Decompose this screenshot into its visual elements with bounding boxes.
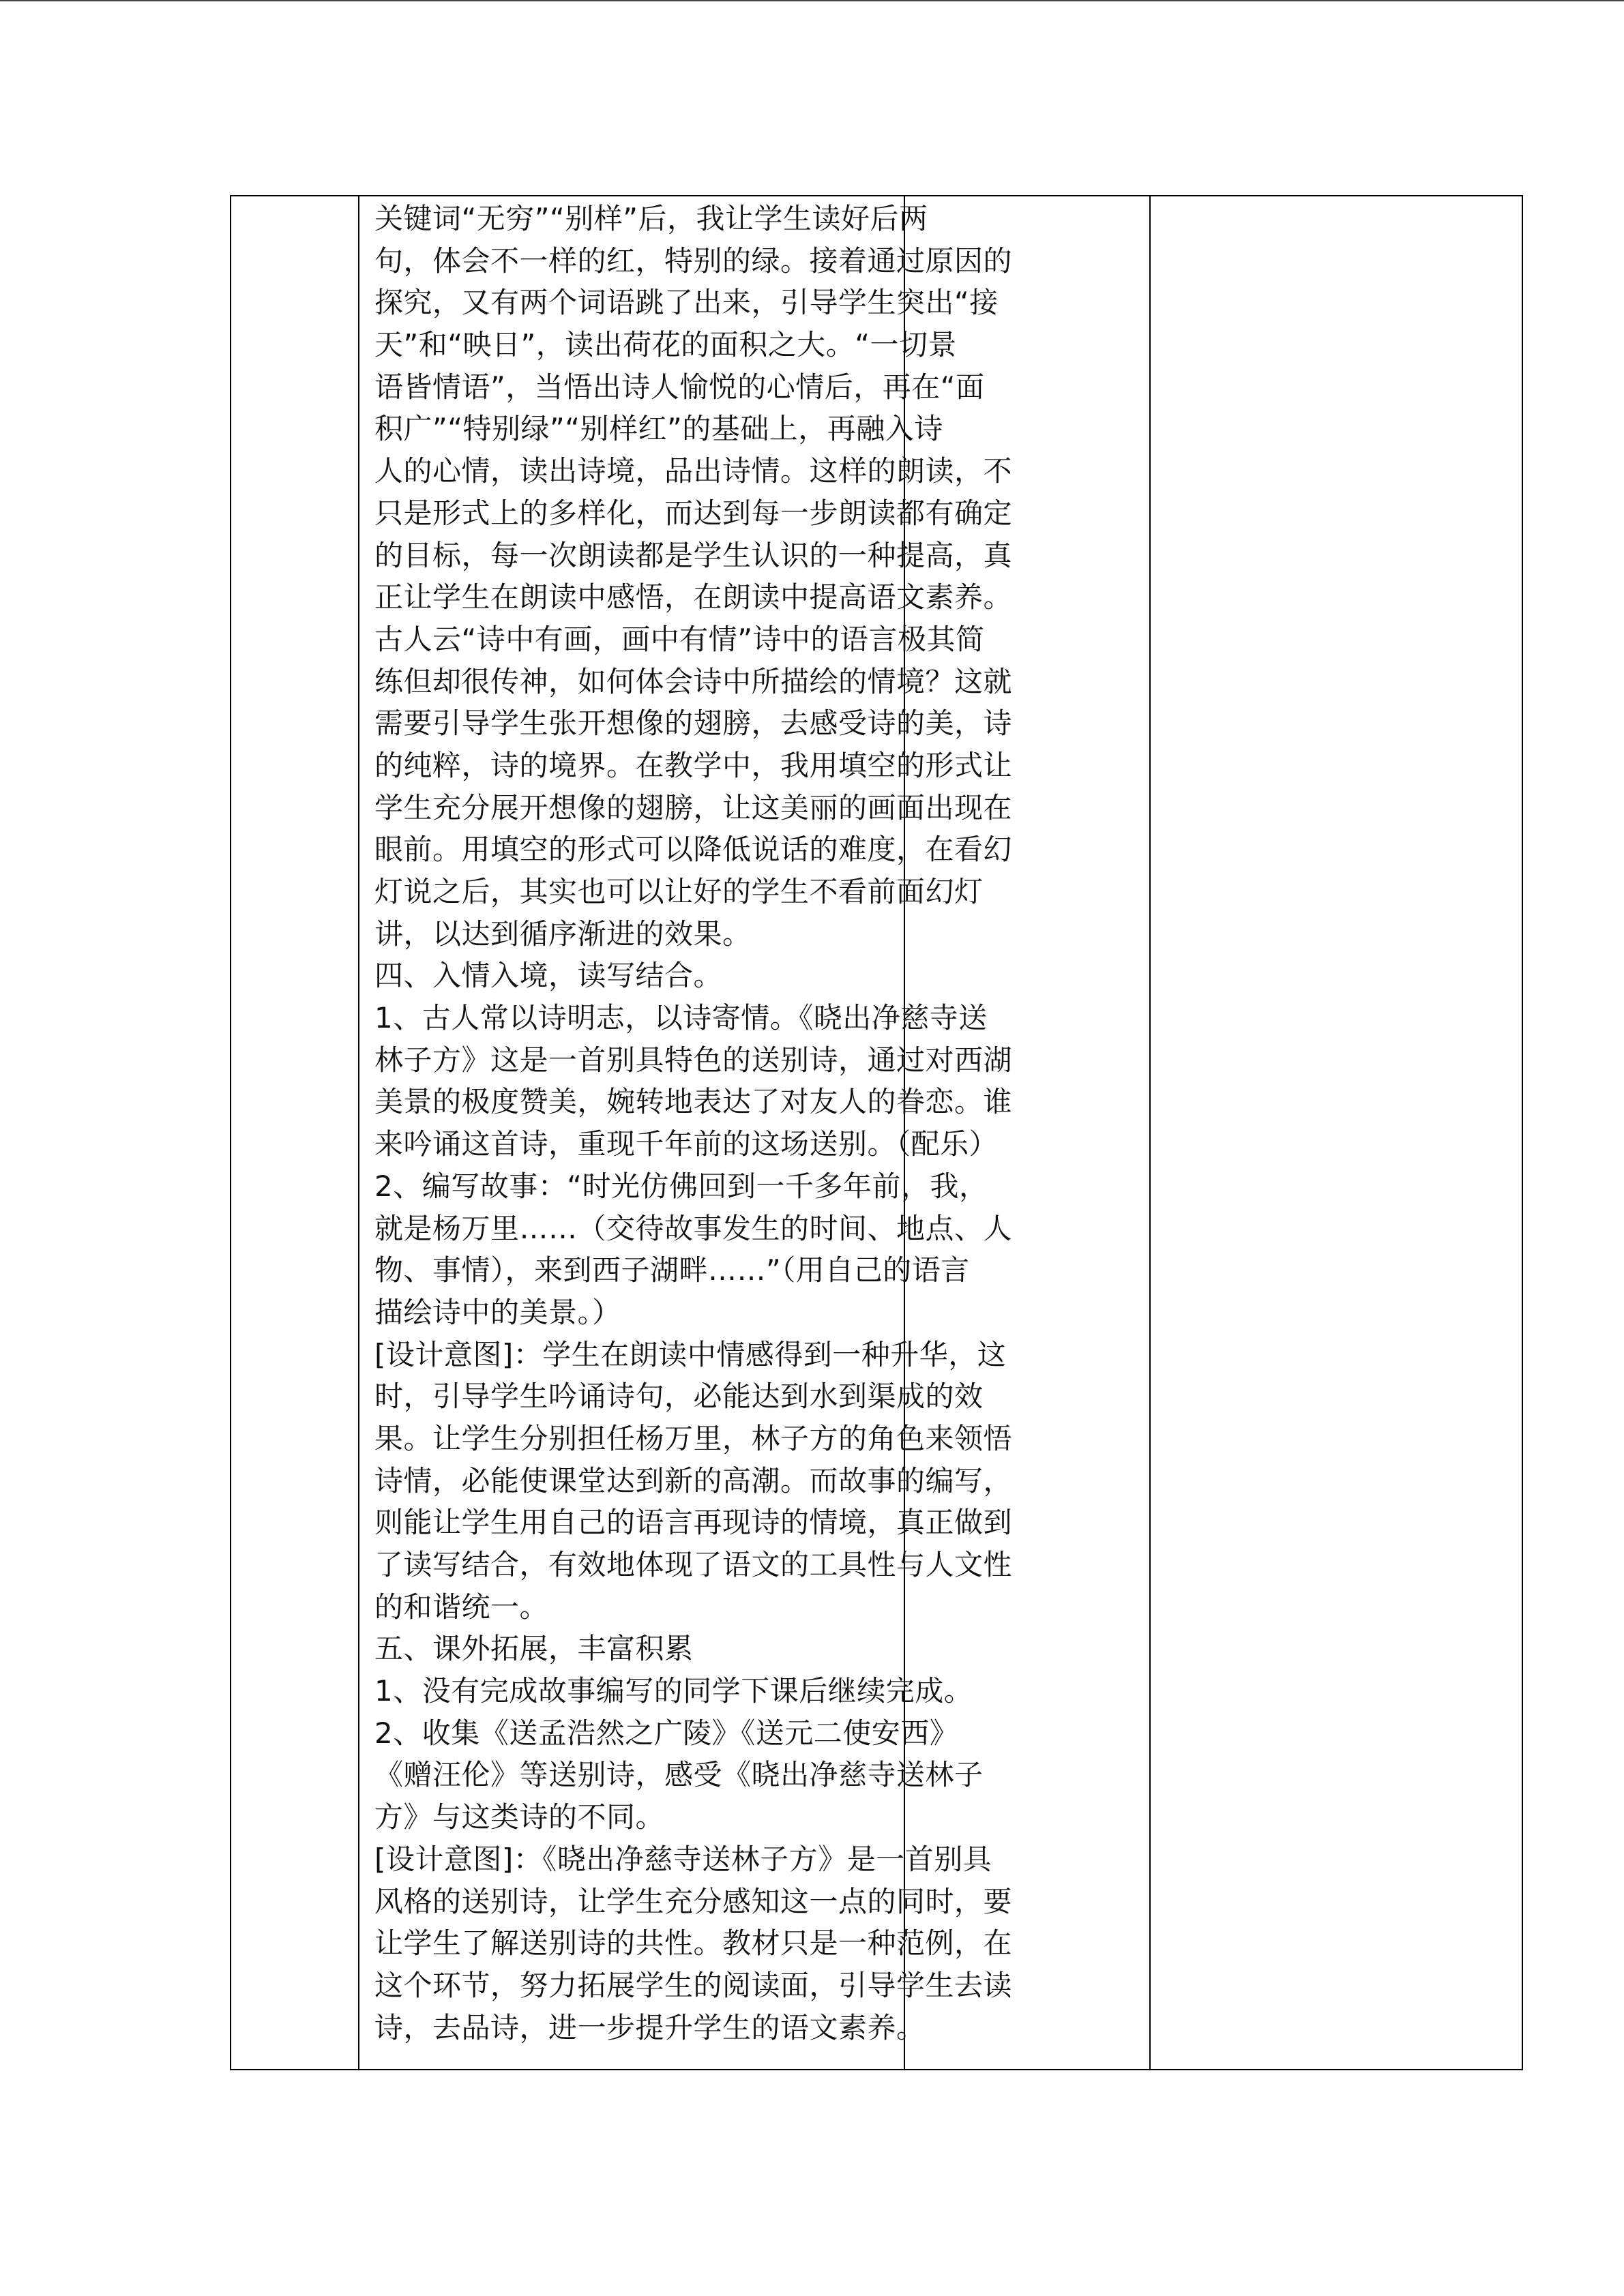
text-line: 诗情，必能使课堂达到新的高潮。而故事的编写， xyxy=(374,1463,1013,1497)
text-line: 只是形式上的多样化，而达到每一步朗读都有确定 xyxy=(374,496,1013,530)
text-line: 语皆情语”，当悟出诗人愉悦的心情后，再在“面 xyxy=(374,370,985,404)
text-line: 的和谐统一。 xyxy=(374,1590,549,1624)
page-top-rule xyxy=(0,0,1624,1)
text-line: 让学生了解送别诗的共性。教材只是一种范例，在 xyxy=(374,1926,1013,1960)
text-line: 古人云“诗中有画，画中有情”诗中的语言极其简 xyxy=(374,622,985,656)
text-line: 果。让学生分别担任杨万里，林子方的角色来领悟 xyxy=(374,1421,1013,1455)
text-line: 积广”“特别绿”“别样红”的基础上，再融入诗 xyxy=(374,412,943,446)
text-line: 方》与这类诗的不同。 xyxy=(374,1800,665,1834)
text-line: [设计意图]：学生在朗读中情感得到一种升华，这 xyxy=(374,1337,1007,1371)
text-line: 的目标，每一次朗读都是学生认识的一种提高，真 xyxy=(374,538,1013,572)
text-line: 风格的送别诗，让学生充分感知这一点的同时，要 xyxy=(374,1884,1013,1918)
text-line: 正让学生在朗读中感悟，在朗读中提高语文素养。 xyxy=(374,580,1013,614)
text-line: 2、编写故事：“时光仿佛回到一千多年前，我， xyxy=(374,1169,988,1203)
text-line: 时，引导学生吟诵诗句，必能达到水到渠成的效 xyxy=(374,1380,984,1414)
text-line: 需要引导学生张开想像的翅膀，去感受诗的美，诗 xyxy=(374,706,1013,741)
text-line: 2、收集《送孟浩然之广陵》《送元二使安西》 xyxy=(374,1716,959,1750)
text-line: 了读写结合，有效地体现了语文的工具性与人文性 xyxy=(374,1548,1013,1581)
text-line: 探究，又有两个词语跳了出来，引导学生突出“接 xyxy=(374,286,999,320)
text-line: 关键词“无穷”“别样”后，我让学生读好后两 xyxy=(374,202,928,235)
text-line: 灯说之后，其实也可以让好的学生不看前面幻灯 xyxy=(374,875,984,908)
text-line: 五、课外拓展，丰富积累 xyxy=(374,1632,694,1666)
text-line: 讲，以达到循序渐进的效果。 xyxy=(374,916,752,951)
lesson-text-block xyxy=(374,198,1029,2048)
text-line: 四、入情入境，读写结合。 xyxy=(374,959,723,993)
text-line: 则能让学生用自己的语言再现诗的情境，真正做到 xyxy=(374,1506,1013,1540)
text-line: 人的心情，读出诗境，品出诗情。这样的朗读，不 xyxy=(374,454,1013,488)
text-line: 诗，去品诗，进一步提升学生的语文素养。 xyxy=(374,2010,926,2044)
table-cell-col-1 xyxy=(231,196,358,2069)
text-line: 这个环节，努力拓展学生的阅读面，引导学生去读 xyxy=(374,1968,1013,2002)
text-line: 天”和“映日”，读出荷花的面积之大。“一切景 xyxy=(374,328,958,362)
text-line: 眼前。用填空的形式可以降低说话的难度，在看幻 xyxy=(374,833,1013,867)
text-line: 就是杨万里……（交待故事发生的时间、地点、人 xyxy=(374,1211,1013,1245)
text-line: 练但却很传神，如何体会诗中所描绘的情境？这就 xyxy=(374,664,1013,698)
text-line: 的纯粹，诗的境界。在教学中，我用填空的形式让 xyxy=(374,748,1013,782)
text-line: 学生充分展开想像的翅膀，让这美丽的画面出现在 xyxy=(374,790,1013,824)
text-line: 描绘诗中的美景。） xyxy=(374,1295,621,1329)
text-line: 物、事情），来到西子湖畔……”（用自己的语言 xyxy=(374,1253,970,1287)
text-line: 《赠汪伦》等送别诗，感受《晓出净慈寺送林子 xyxy=(374,1758,984,1792)
text-line: [设计意图]：《晓出净慈寺送林子方》是一首别具 xyxy=(374,1842,992,1876)
text-line: 1、古人常以诗明志，以诗寄情。《晓出净慈寺送 xyxy=(374,1001,988,1035)
table-cell-col-4 xyxy=(1151,196,1522,2069)
text-line: 句，体会不一样的红，特别的绿。接着通过原因的 xyxy=(374,243,1013,278)
text-line: 1、没有完成故事编写的同学下课后继续完成。 xyxy=(374,1674,973,1708)
text-line: 来吟诵这首诗，重现千年前的这场送别。（配乐） xyxy=(374,1127,999,1161)
text-line: 美景的极度赞美，婉转地表达了对友人的眷恋。谁 xyxy=(374,1085,1013,1119)
text-line: 林子方》这是一首别具特色的送别诗，通过对西湖 xyxy=(374,1043,1013,1077)
